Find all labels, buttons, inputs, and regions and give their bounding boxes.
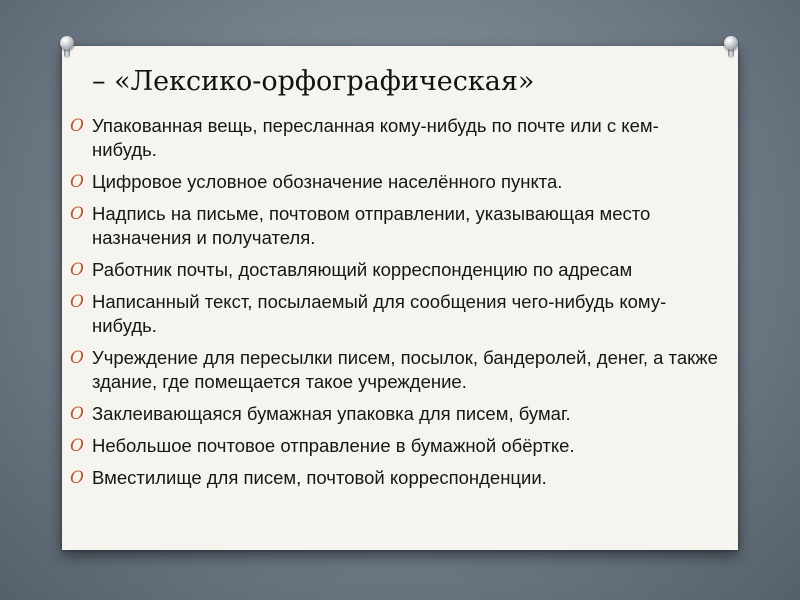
list-item xyxy=(70,290,720,338)
list-item-text: Работник почты, доставляющий корреспонденцию по адресам xyxy=(92,259,633,280)
bullet-icon: O xyxy=(70,292,84,312)
list-item-text: Небольшое почтовое отправление в бумажной обёртке. xyxy=(92,435,575,456)
bullet-icon: O xyxy=(70,436,84,456)
bullet-icon: O xyxy=(70,468,84,488)
list-item-text: Упакованная вещь, пересланная кому-нибудь по почте или с кем- нибудь. xyxy=(92,115,659,160)
slide-title: – «Лексико-орфографическая» xyxy=(92,66,535,97)
list-item-text: Цифровое условное обозначение населённого пункта. xyxy=(92,171,563,192)
bullet-icon: O xyxy=(70,404,84,424)
list-item-text: Заклеивающаяся бумажная упаковка для писем, бумаг. xyxy=(92,403,571,424)
list-item-text: Надпись на письме, почтовом отправлении, указывающая место назначения и получателя. xyxy=(92,203,651,248)
bullet-icon: O xyxy=(70,204,84,224)
pushpin-icon xyxy=(722,36,740,58)
list-item xyxy=(70,466,720,490)
list-item xyxy=(70,114,720,162)
list-item xyxy=(70,202,720,250)
list-item-text: Учреждение для пересылки писем, посылок, бандеролей, денег, а также здание, где помещается такое учреждение. xyxy=(92,347,718,392)
pushpin-icon xyxy=(58,36,76,58)
bullet-icon: O xyxy=(70,348,84,368)
list-item xyxy=(70,170,720,194)
list-item xyxy=(70,402,720,426)
list-item-text: Вместилище для писем, почтовой корреспонденции. xyxy=(92,467,547,488)
list-item xyxy=(70,346,720,394)
list-item xyxy=(70,258,720,282)
list-item xyxy=(70,434,720,458)
bullet-icon: O xyxy=(70,116,84,136)
definition-list xyxy=(70,114,720,498)
bullet-icon: O xyxy=(70,172,84,192)
list-item-text: Написанный текст, посылаемый для сообщения чего-нибудь кому-нибудь. xyxy=(92,291,667,336)
bullet-icon: O xyxy=(70,260,84,280)
